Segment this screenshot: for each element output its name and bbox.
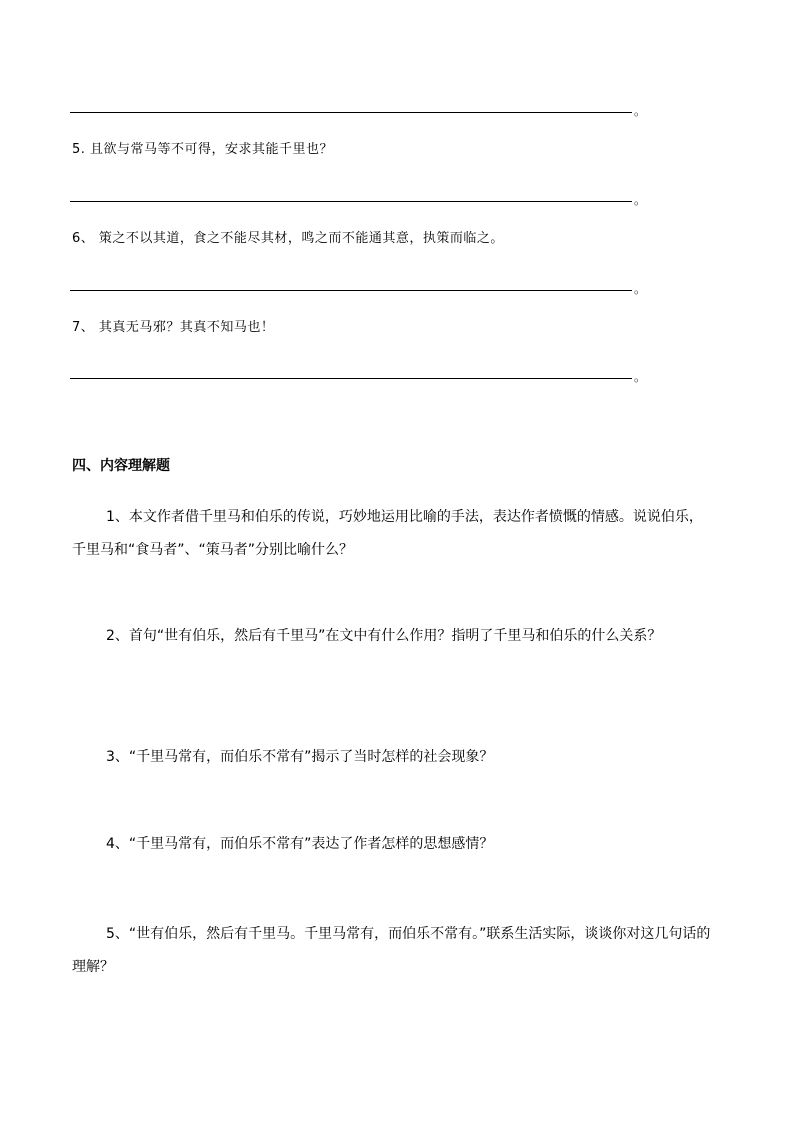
answer-line-7[interactable] xyxy=(70,378,632,379)
line-end-mark: 。 xyxy=(634,370,647,384)
line-end-mark: 。 xyxy=(634,282,647,296)
question-5: 5、“世有伯乐，然后有千里马。千里马常有，而伯乐不常有。”联系生活实际，谈谈你对这几句话的理解？ xyxy=(72,926,711,975)
section-title: 四、内容理解题 xyxy=(72,458,170,474)
translation-item-5: 5. 且欲与常马等不可得，安求其能千里也？ xyxy=(72,142,334,157)
answer-line-4[interactable] xyxy=(70,112,632,113)
line-end-mark: 。 xyxy=(634,104,647,118)
answer-line-5[interactable] xyxy=(70,201,632,202)
line-end-mark: 。 xyxy=(634,193,647,207)
translation-item-7: 7、 其真无马邪？其真不知马也！ xyxy=(72,320,275,335)
translation-item-6: 6、 策之不以其道，食之不能尽其材，鸣之而不能通其意，执策而临之。 xyxy=(72,231,504,246)
question-1: 1、本文作者借千里马和伯乐的传说，巧妙地运用比喻的手法，表达作者愤慨的情感。说说伯乐，千里马和“食马者”、“策马者”分别比喻什么？ xyxy=(72,509,703,558)
question-4: 4、“千里马常有，而伯乐不常有”表达了作者怎样的思想感情？ xyxy=(106,836,494,852)
answer-line-6[interactable] xyxy=(70,290,632,291)
question-3: 3、“千里马常有，而伯乐不常有”揭示了当时怎样的社会现象？ xyxy=(106,749,494,765)
question-2: 2、首句“世有伯乐，然后有千里马”在文中有什么作用？指明了千里马和伯乐的什么关系？ xyxy=(106,628,662,644)
